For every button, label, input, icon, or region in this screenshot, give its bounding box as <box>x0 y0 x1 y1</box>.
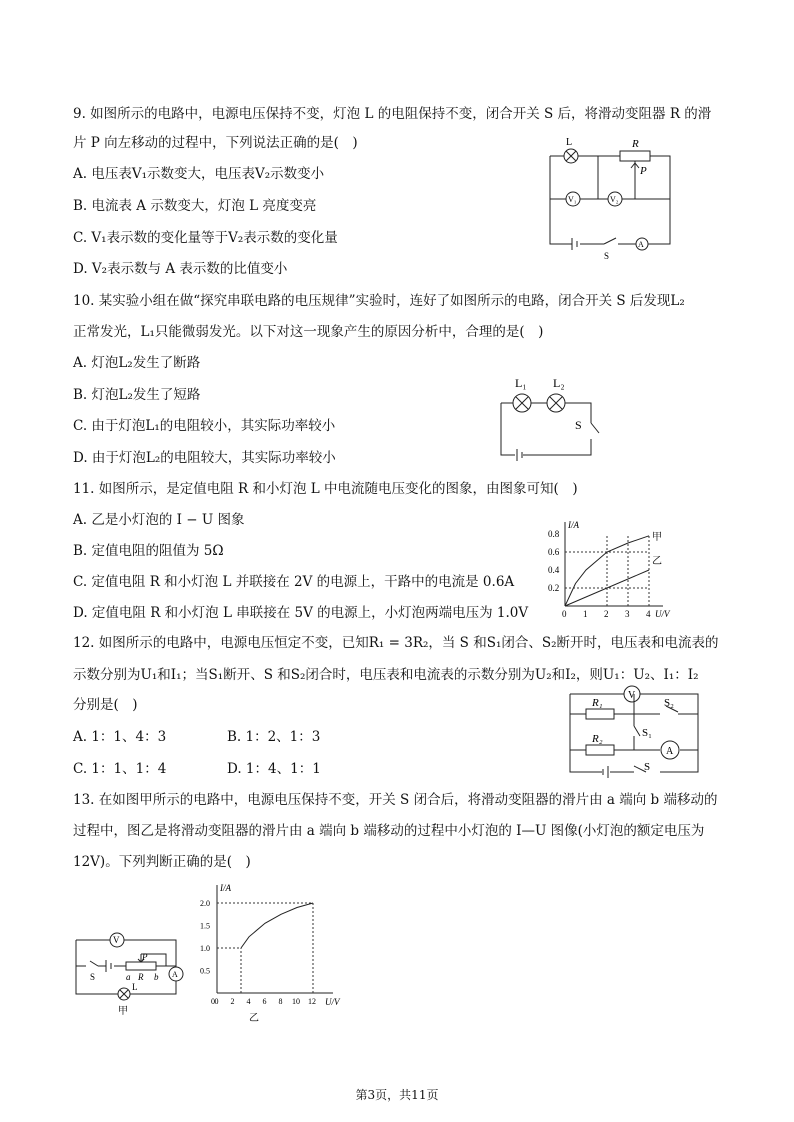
x-tick-label: 12 <box>308 997 316 1006</box>
q12-option-b: B. 1：2、1：3 <box>227 729 321 745</box>
y-tick-label: 0.4 <box>548 565 560 575</box>
y-axis-label: I/A <box>220 883 231 893</box>
x-tick-label: 0 <box>214 997 219 1006</box>
q9-label-L: L <box>566 137 573 148</box>
chart-caption: 乙 <box>249 1013 259 1024</box>
series-label: 甲 <box>652 531 662 543</box>
q12-circuit-diagram <box>560 682 710 777</box>
x-tick-label: 0 <box>562 609 567 619</box>
q10-option-b: B. 灯泡L₂发生了短路 <box>73 387 201 403</box>
q10-label-L2: L₂ <box>553 376 565 390</box>
q10-stem-line1: 10. 某实验小组在做“探究串联电路的电压规律”实验时，连好了如图所示的电路，闭合开关 S 后发现L₂ <box>73 293 685 309</box>
q12-option-d: D. 1：4、1：1 <box>227 761 321 777</box>
q9-label-A: A <box>638 240 644 249</box>
x-tick-label: 10 <box>292 997 300 1006</box>
q9-option-b: B. 电流表 A 示数变大，灯泡 L 亮度变亮 <box>73 198 317 214</box>
q10-label-L1: L₁ <box>515 376 527 390</box>
q13-label-P: P <box>142 952 148 962</box>
q12-stem-line3: 分别是( ) <box>73 697 138 713</box>
q10-option-c: C. 由于灯泡L₁的电阻较小，其实际功率较小 <box>73 418 336 434</box>
q13-stem-line2: 过程中，图乙是将滑动变阻器的滑片由 a 端向 b 端移动的过程中小灯泡的 I—U 图像(小灯泡的额定电压为 <box>73 823 705 839</box>
q13-label-b: b <box>154 972 159 982</box>
q10-stem-line2: 正常发光，L₁只能微弱发光。以下对这一现象产生的原因分析中，合理的是( ) <box>73 324 544 340</box>
q12-stem-line2: 示数分别为U₁和I₁；当S₁断开、S 和S₂闭合时，电压表和电流表的示数分别为U₂和I₂，则U₁：U₂、I₁：I₂ <box>73 667 699 683</box>
q11-iu-chart <box>545 518 685 628</box>
q11-option-d: D. 定值电阻 R 和小灯泡 L 串联接在 5V 的电源上，小灯泡两端电压为 1.0V <box>73 605 529 621</box>
x-tick-label: 1 <box>583 609 588 619</box>
q10-label-S: S <box>575 418 582 432</box>
q13-label-L: L <box>132 982 138 992</box>
y-tick-label: 0.8 <box>548 529 560 539</box>
q12-label-R1: R₁ <box>592 697 603 709</box>
q13-stem-line3: 12V)。下列判断正确的是( ) <box>73 854 251 870</box>
y-axis-label: I/A <box>568 520 579 530</box>
y-tick-label: 1.0 <box>200 944 210 953</box>
q9-label-V2: V₂ <box>610 195 619 204</box>
y-tick-label: 0 <box>211 997 215 1006</box>
q12-stem-line1: 12. 如图所示的电路中，电源电压恒定不变，已知R₁ = 3R₂，当 S 和S₁闭合、S₂断开时，电压表和电流表的 <box>73 635 719 651</box>
q13-label-V: V <box>113 935 120 945</box>
q11-stem: 11. 如图所示，是定值电阻 R 和小灯泡 L 中电流随电压变化的图象，由图象可知( ) <box>73 481 578 497</box>
q12-option-c: C. 1：1、1：4 <box>73 761 167 777</box>
q9-option-a: A. 电压表V₁示数变大，电压表V₂示数变小 <box>73 166 325 182</box>
q12-label-S1: S₁ <box>642 727 652 739</box>
q11-option-b: B. 定值电阻的阻值为 5Ω <box>73 543 224 559</box>
y-tick-label: 0.2 <box>548 583 560 593</box>
y-tick-label: 0.5 <box>200 966 210 976</box>
y-tick-label: 1.5 <box>200 921 210 931</box>
q12-label-R2: R₂ <box>592 733 603 745</box>
q12-option-a: A. 1：1、4：3 <box>73 729 167 745</box>
series-line <box>565 536 649 606</box>
q9-label-P: P <box>640 165 647 177</box>
page-footer: 第3页，共11页 <box>355 1088 439 1102</box>
q12-label-A: A <box>666 746 674 757</box>
q13-label-R: R <box>138 972 144 982</box>
q10-option-a: A. 灯泡L₂发生了断路 <box>73 355 201 371</box>
q10-option-d: D. 由于灯泡L₂的电阻较大，其实际功率较小 <box>73 450 336 466</box>
y-tick-label: 2.0 <box>200 899 210 908</box>
q13-circuit-diagram-jia <box>70 928 188 1018</box>
q9-stem-line2: 片 P 向左移动的过程中，下列说法正确的是( ) <box>73 135 358 151</box>
q13-caption-jia: 甲 <box>118 1006 128 1017</box>
q11-option-a: A. 乙是小灯泡的 I − U 图象 <box>73 512 245 528</box>
x-tick-label: 8 <box>278 997 283 1006</box>
x-tick-label: 4 <box>646 609 651 619</box>
series-label: 乙 <box>652 556 662 567</box>
x-axis-label: U/V <box>655 609 670 619</box>
q13-label-S: S <box>90 972 96 982</box>
q9-option-c: C. V₁表示数的变化量等于V₂表示数的变化量 <box>73 230 338 246</box>
q9-stem-line1: 9. 如图所示的电路中，电源电压保持不变，灯泡 L 的电阻保持不变，闭合开关 S 后，将滑动变阻器 R 的滑 <box>73 106 712 122</box>
x-tick-label: 3 <box>625 609 630 619</box>
q9-label-R: R <box>632 138 639 150</box>
q11-option-c: C. 定值电阻 R 和小灯泡 L 并联接在 2V 的电源上，干路中的电流是 0.6A <box>73 574 515 590</box>
x-tick-label: 2 <box>604 609 609 619</box>
q9-option-d: D. V₂表示数与 A 表示数的比值变小 <box>73 261 288 277</box>
q12-label-S2: S₂ <box>664 697 674 709</box>
x-tick-label: 4 <box>246 997 251 1006</box>
x-axis-label: U/V <box>325 997 340 1007</box>
q9-label-S: S <box>604 251 610 261</box>
q9-circuit-diagram <box>540 134 680 264</box>
x-tick-label: 2 <box>230 997 235 1006</box>
q13-label-A: A <box>172 970 178 979</box>
series-line <box>241 903 313 948</box>
q13-iu-chart-yi <box>195 878 355 1023</box>
x-tick-label: 6 <box>262 997 267 1006</box>
q10-circuit-diagram <box>495 373 605 465</box>
q9-label-V1: V₁ <box>568 195 577 204</box>
q13-stem-line1: 13. 在如图甲所示的电路中，电源电压保持不变，开关 S 闭合后，将滑动变阻器的滑片由 a 端向 b 端移动的 <box>73 792 718 808</box>
q12-label-S: S <box>644 761 651 773</box>
y-tick-label: 0.6 <box>548 547 560 557</box>
q12-label-V: V <box>628 690 636 701</box>
q13-label-a: a <box>126 972 131 982</box>
